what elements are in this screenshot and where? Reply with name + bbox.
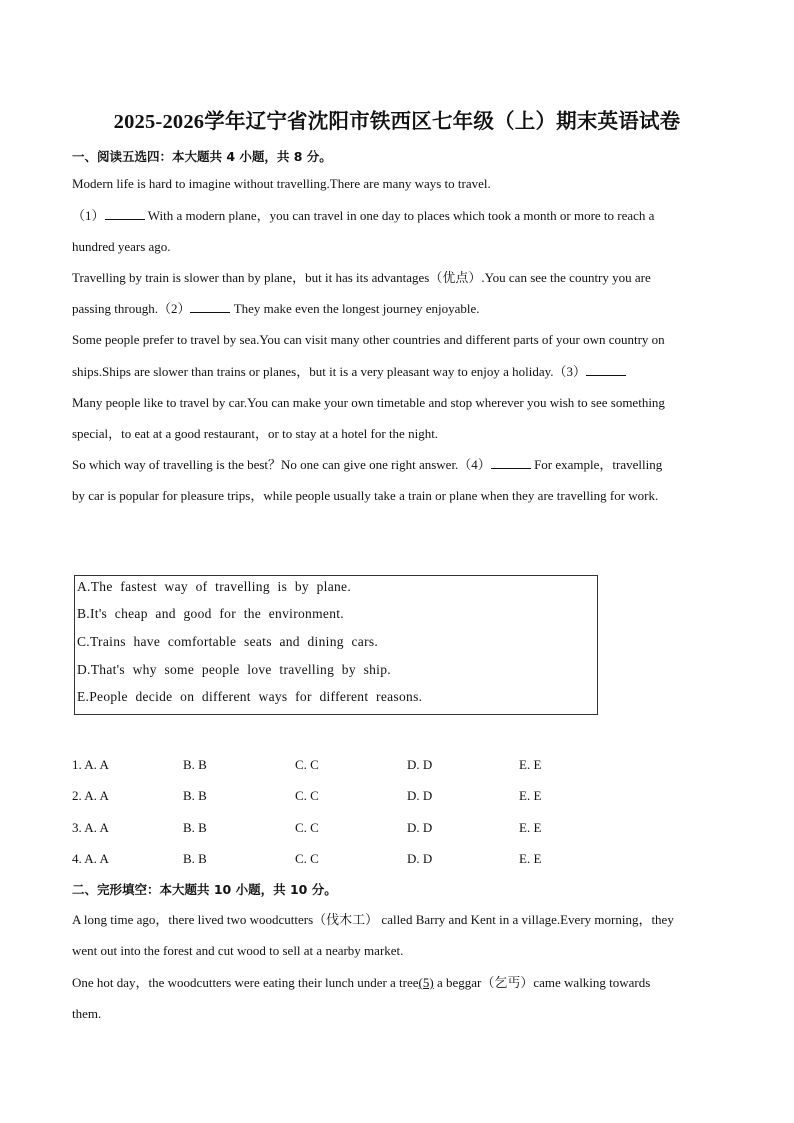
choice-d[interactable]: D. D <box>407 820 433 835</box>
choice-b[interactable]: B. B <box>183 820 207 835</box>
choice-a[interactable]: 4. A. A <box>72 851 109 866</box>
passage-line <box>72 293 727 324</box>
passage-line: by car is popular for pleasure trips，while people usually take a train or plane when they are travelling for work. <box>72 488 659 503</box>
answer-blank[interactable] <box>491 456 531 469</box>
passage-line: hundred years ago. <box>72 239 171 254</box>
option-e: E.People decide on different ways for different reasons. <box>77 689 423 704</box>
passage-text: a beggar（乞丐）came walking towards <box>433 975 651 990</box>
answer-blank[interactable] <box>105 207 145 220</box>
passage-text: ships.Ships are slower than trains or planes，but it is a very pleasant way to enjoy a holiday.（3） <box>72 364 587 379</box>
exam-title: 2025-2026学年辽宁省沈阳市铁西区七年级（上）期末英语试卷 <box>113 111 681 133</box>
section-heading-reading: 一、阅读五选四：本大题共 4 小题，共 8 分。 <box>72 149 332 164</box>
choice-b[interactable]: B. B <box>183 788 207 803</box>
answer-blank[interactable] <box>586 363 626 376</box>
passage-line: went out into the forest and cut wood to sell at a nearby market. <box>72 943 404 958</box>
choice-b[interactable]: B. B <box>183 757 207 772</box>
choice-e[interactable]: E. E <box>519 757 542 772</box>
choice-e[interactable]: E. E <box>519 820 542 835</box>
choice-a[interactable]: 1. A. A <box>72 757 109 772</box>
passage-text: One hot day，the woodcutters were eating their lunch under a tree <box>72 975 419 990</box>
blank-label: （1） <box>72 208 105 223</box>
choice-c[interactable]: C. C <box>295 757 319 772</box>
option-a: A.The fastest way of travelling is by plane. <box>77 579 352 594</box>
choice-a[interactable]: 3. A. A <box>72 820 109 835</box>
question-row <box>72 788 632 808</box>
passage-text: With a modern plane，you can travel in one day to places which took a month or more to reach a <box>144 208 655 223</box>
choice-e[interactable]: E. E <box>519 851 542 866</box>
passage-text: For example，travelling <box>530 457 663 472</box>
passage-text: They make even the longest journey enjoyable. <box>230 301 480 316</box>
choice-c[interactable]: C. C <box>295 851 319 866</box>
passage-line <box>72 449 727 480</box>
passage-line: special，to eat at a good restaurant，or to stay at a hotel for the night. <box>72 426 439 441</box>
blank-label: passing through.（2） <box>72 301 191 316</box>
passage-line: Some people prefer to travel by sea.You can visit many other countries and different parts of your own country on <box>72 332 665 347</box>
question-row <box>72 757 632 777</box>
passage-line: Modern life is hard to imagine without travelling.There are many ways to travel. <box>72 176 491 191</box>
question-row <box>72 820 632 840</box>
cloze-blank-5[interactable]: (5) <box>418 975 434 990</box>
choice-e[interactable]: E. E <box>519 788 542 803</box>
choice-d[interactable]: D. D <box>407 788 433 803</box>
passage-line: Many people like to travel by car.You can make your own timetable and stop wherever you wish to see something <box>72 395 665 410</box>
options-box <box>74 575 598 715</box>
choice-a[interactable]: 2. A. A <box>72 788 109 803</box>
option-b: B.It's cheap and good for the environment. <box>77 606 344 621</box>
passage-line <box>72 200 727 231</box>
choice-c[interactable]: C. C <box>295 788 319 803</box>
choice-b[interactable]: B. B <box>183 851 207 866</box>
passage-line <box>72 967 727 998</box>
passage-line: them. <box>72 1006 102 1021</box>
section-heading-cloze: 二、完形填空：本大题共 10 小题，共 10 分。 <box>72 882 337 897</box>
passage-line: A long time ago，there lived two woodcutters（伐木工） called Barry and Kent in a village.Every morning，they <box>72 912 674 927</box>
choice-d[interactable]: D. D <box>407 851 433 866</box>
choice-c[interactable]: C. C <box>295 820 319 835</box>
choice-d[interactable]: D. D <box>407 757 433 772</box>
passage-text: So which way of travelling is the best？No one can give one right answer.（4） <box>72 457 491 472</box>
answer-blank[interactable] <box>190 300 230 313</box>
passage-line: Travelling by train is slower than by plane，but it has its advantages（优点）.You can see the country you are <box>72 270 651 285</box>
question-row <box>72 851 632 871</box>
passage-line <box>72 356 727 387</box>
option-c: C.Trains have comfortable seats and dining cars. <box>77 634 379 649</box>
option-d: D.That's why some people love travelling by ship. <box>77 662 391 677</box>
